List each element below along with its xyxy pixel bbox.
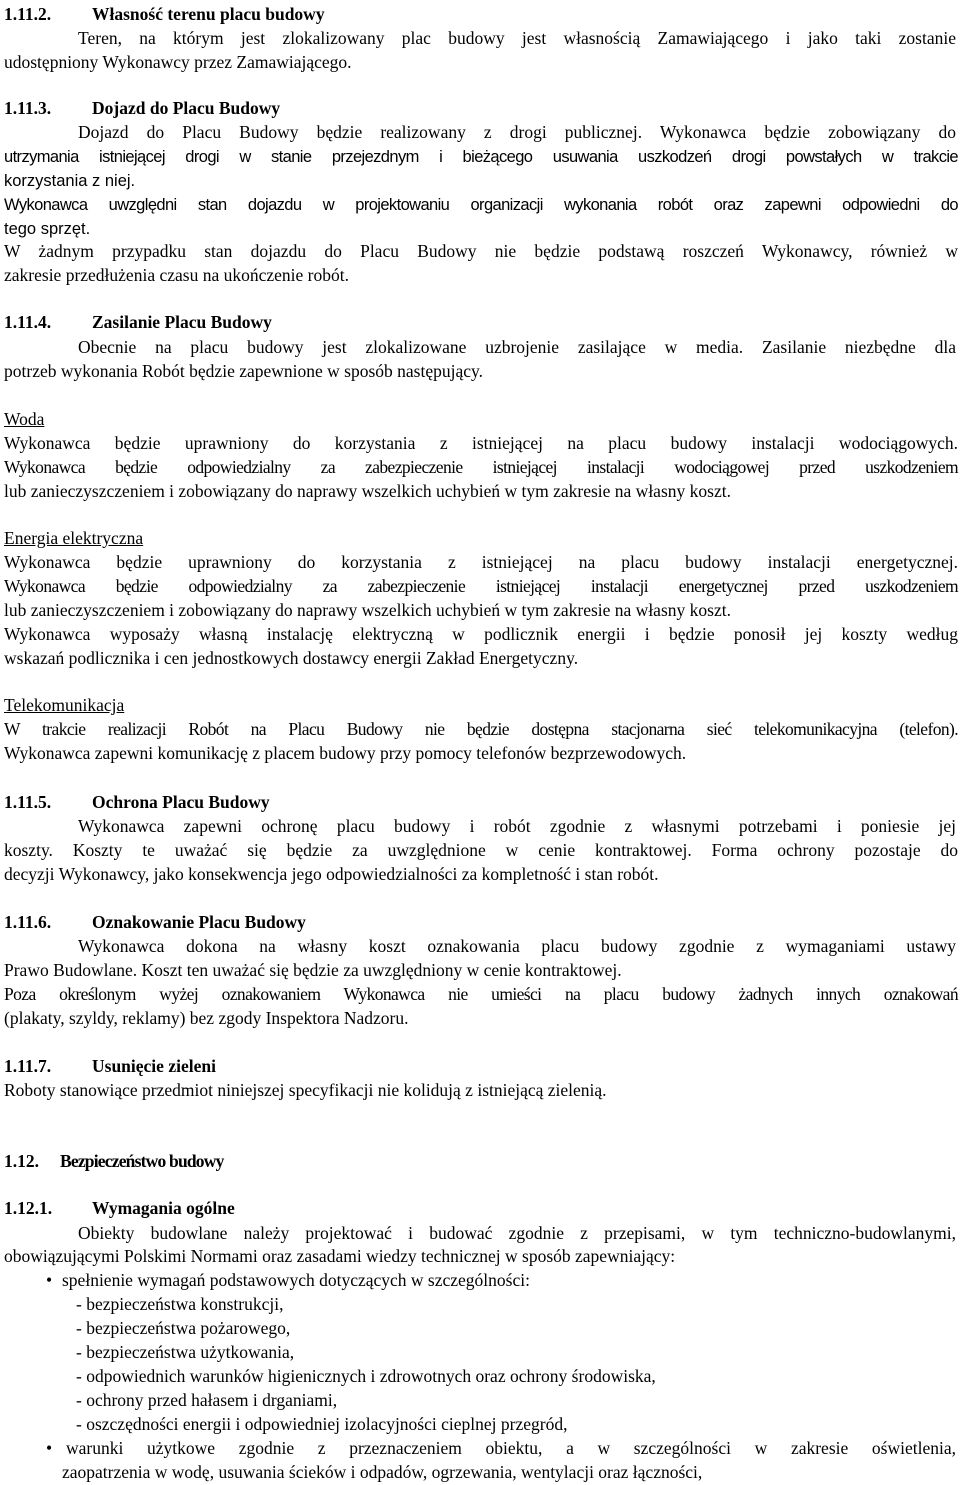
paragraph-line: utrzymania istniejącej drogi w stanie przejezdnym i bieżącego usuwania uszkodzeń drogi powstałych w trakcie	[4, 148, 958, 166]
paragraph-line: Obiekty budowlane należy projektować i budować zgodnie z przepisami, w tym techniczno-budowlanymi,	[78, 1223, 956, 1243]
paragraph-line: W trakcie realizacji Robót na Placu Budowy nie będzie dostępna stacjonarna sieć telekomunikacyjna (telefon).	[4, 719, 958, 739]
paragraph-line: Wykonawca uwzględni stan dojazdu w projektowaniu organizacji wykonania robót oraz zapewni odpowiedni do	[4, 196, 958, 214]
paragraph-line: Wykonawca będzie odpowiedzialny za zabezpieczenie istniejącej instalacji energetycznej przed uszkodzeniem	[4, 576, 958, 596]
section-heading: Wymagania ogólne	[92, 1198, 235, 1218]
paragraph-line: Wykonawca wyposaży własną instalację elektryczną w podlicznik energii i będzie ponosił jej koszty według	[4, 624, 958, 644]
section-heading: Dojazd do Placu Budowy	[92, 98, 281, 118]
section-heading: Ochrona Placu Budowy	[92, 792, 270, 812]
list-item: - bezpieczeństwa pożarowego,	[76, 1318, 291, 1338]
list-item: - bezpieczeństwa użytkowania,	[76, 1342, 295, 1362]
paragraph-line: Wykonawca będzie uprawniony do korzystania z istniejącej na placu budowy instalacji energetycznej.	[4, 552, 958, 572]
paragraph-line: Roboty stanowiące przedmiot niniejszej specyfikacji nie kolidują z istniejącą zielenią.	[4, 1080, 607, 1100]
paragraph-line: Teren, na którym jest zlokalizowany plac budowy jest własnością Zamawiającego i jako taki zostanie	[78, 28, 956, 48]
paragraph-line: lub zanieczyszczeniem i zobowiązany do naprawy wszelkich uchybień w tym zakresie na własny koszt.	[4, 481, 731, 501]
section-heading: Zasilanie Placu Budowy	[92, 312, 272, 332]
chapter-heading: Bezpieczeństwo budowy	[60, 1151, 224, 1171]
section-number: 1.11.7.	[4, 1056, 52, 1076]
list-item: - oszczędności energii i odpowiedniej izolacyjności cieplnej przegród,	[76, 1414, 568, 1434]
bullet-item: warunki użytkowe zgodnie z przeznaczeniem obiektu, a w szczególności w zakresie oświetlenia,	[66, 1438, 956, 1458]
paragraph-line: Wykonawca będzie odpowiedzialny za zabezpieczenie istniejącej instalacji wodociągowej przed uszkodzeniem	[4, 457, 958, 477]
paragraph-line: Prawo Budowlane. Koszt ten uważać się będzie za uwzględniony w cenie kontraktowej.	[4, 960, 622, 980]
list-item: - ochrony przed hałasem i drganiami,	[76, 1390, 338, 1410]
section-number: 1.11.3.	[4, 98, 52, 118]
paragraph-line: (plakaty, szyldy, reklamy) bez zgody Inspektora Nadzoru.	[4, 1008, 409, 1028]
section-heading: Usunięcie zieleni	[92, 1056, 216, 1076]
paragraph-line: potrzeb wykonania Robót będzie zapewnione w sposób następujący.	[4, 361, 484, 381]
bullet-item-continuation: zaopatrzenia w wodę, usuwania ścieków i odpadów, ogrzewania, wentylacji oraz łączności,	[62, 1462, 703, 1482]
list-item: - bezpieczeństwa konstrukcji,	[76, 1294, 284, 1314]
section-number: 1.12.	[4, 1151, 39, 1171]
paragraph-line: lub zanieczyszczeniem i zobowiązany do naprawy wszelkich uchybień w tym zakresie na własny koszt.	[4, 600, 731, 620]
paragraph-line: obowiązującymi Polskimi Normami oraz zasadami wiedzy technicznej w sposób zapewniający:	[4, 1246, 676, 1266]
section-number: 1.11.4.	[4, 312, 52, 332]
section-heading: Własność terenu placu budowy	[92, 4, 325, 24]
paragraph-line: Wykonawca zapewni ochronę placu budowy i robót zgodnie z własnymi potrzebami i poniesie jej	[78, 816, 956, 836]
paragraph-line: wskazań podlicznika i cen jednostkowych dostawcy energii Zakład Energetyczny.	[4, 648, 579, 668]
paragraph-line: decyzji Wykonawcy, jako konsekwencja jego odpowiedzialności za kompletność i stan robót.	[4, 864, 659, 884]
paragraph-line: zakresie przedłużenia czasu na ukończenie robót.	[4, 265, 349, 285]
subheading-telekomunikacja: Telekomunikacja	[4, 695, 125, 715]
paragraph-line: udostępniony Wykonawcy przez Zamawiającego.	[4, 52, 352, 72]
list-item: - odpowiednich warunków higienicznych i zdrowotnych oraz ochrony środowiska,	[76, 1366, 656, 1386]
paragraph-line: korzystania z niej.	[4, 172, 136, 190]
paragraph-line: Poza określonym wyżej oznakowaniem Wykonawca nie umieści na placu budowy żadnych innych oznakowań	[4, 984, 958, 1004]
paragraph-line: Wykonawca będzie uprawniony do korzystania z istniejącej na placu budowy instalacji wodociągowych.	[4, 433, 958, 453]
bullet-icon: •	[46, 1270, 53, 1290]
paragraph-line: tego sprzęt.	[4, 220, 91, 238]
section-number: 1.12.1.	[4, 1198, 53, 1218]
paragraph-line: Dojazd do Placu Budowy będzie realizowany z drogi publicznej. Wykonawca będzie zobowiązany do	[78, 122, 956, 142]
paragraph-line: koszty. Koszty te uważać się będzie za uwzględnione w cenie kontraktowej. Forma ochrony pozostaje do	[4, 840, 958, 860]
section-number: 1.11.5.	[4, 792, 52, 812]
section-heading: Oznakowanie Placu Budowy	[92, 912, 306, 932]
bullet-icon: •	[46, 1438, 53, 1458]
bullet-item: spełnienie wymagań podstawowych dotyczących w szczególności:	[62, 1270, 530, 1290]
paragraph-line: Wykonawca zapewni komunikację z placem budowy przy pomocy telefonów bezprzewodowych.	[4, 743, 687, 763]
section-number: 1.11.6.	[4, 912, 52, 932]
section-number: 1.11.2.	[4, 4, 52, 24]
subheading-woda: Woda	[4, 409, 45, 429]
paragraph-line: W żadnym przypadku stan dojazdu do Placu Budowy nie będzie podstawą roszczeń Wykonawcy, również w	[4, 241, 958, 261]
subheading-energia: Energia elektryczna	[4, 528, 144, 548]
paragraph-line: Wykonawca dokona na własny koszt oznakowania placu budowy zgodnie z wymaganiami ustawy	[78, 936, 956, 956]
paragraph-line: Obecnie na placu budowy jest zlokalizowane uzbrojenie zasilające w media. Zasilanie niezbędne dla	[78, 337, 956, 357]
